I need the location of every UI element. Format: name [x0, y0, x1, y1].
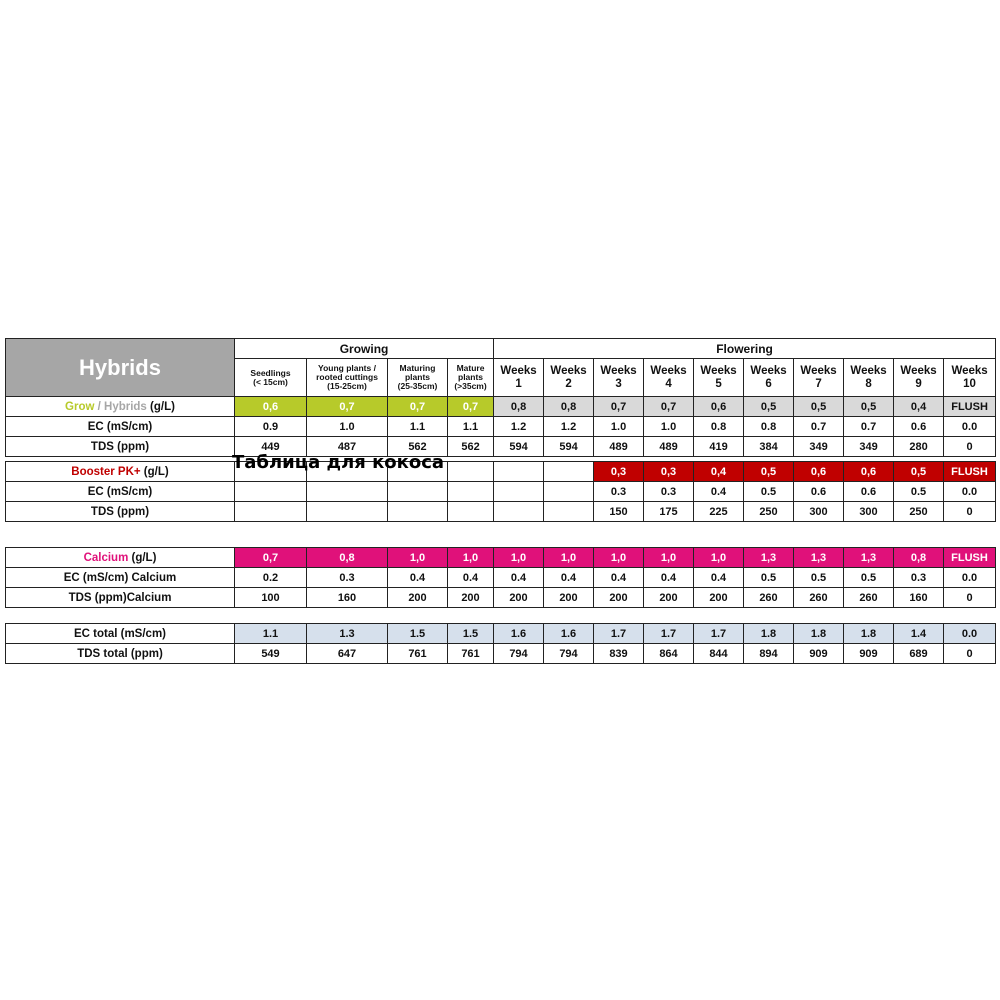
- table-cell: 0: [944, 502, 996, 522]
- table-cell: 0,5: [894, 462, 944, 482]
- table-cell: FLUSH: [944, 397, 996, 417]
- table-cell: 1.1: [235, 624, 307, 644]
- table-cell: 0.2: [235, 568, 307, 588]
- row-label: TDS (ppm): [6, 437, 235, 457]
- table-cell: 0,3: [594, 462, 644, 482]
- calcium-dose-label: Calcium (g/L): [6, 548, 235, 568]
- table-cell: 549: [235, 644, 307, 664]
- table-cell: 1.3: [307, 624, 388, 644]
- table-cell: 0.4: [694, 568, 744, 588]
- table-cell: 0.0: [944, 417, 996, 437]
- table-cell: 864: [644, 644, 694, 664]
- table-cell: 0: [944, 437, 996, 457]
- week-header: [744, 359, 794, 397]
- table-cell: [307, 482, 388, 502]
- stage-detail: (< 15cm): [253, 376, 288, 387]
- table-cell: 0.4: [388, 568, 448, 588]
- week-number: 9: [915, 377, 922, 390]
- table-cell: 0,4: [894, 397, 944, 417]
- table-cell: 0: [944, 644, 996, 664]
- table-cell: 487: [307, 437, 388, 457]
- week-word: Weeks: [951, 364, 988, 377]
- week-header: [794, 359, 844, 397]
- table-cell: 260: [744, 588, 794, 608]
- overlay-caption: Таблица для кокоса: [232, 452, 445, 473]
- table-cell: 844: [694, 644, 744, 664]
- week-header: [594, 359, 644, 397]
- table-cell: 0,3: [644, 462, 694, 482]
- week-number: 5: [715, 377, 722, 390]
- table-cell: 1.8: [794, 624, 844, 644]
- week-number: 4: [665, 377, 672, 390]
- row-label: EC (mS/cm) Calcium: [6, 568, 235, 588]
- table-cell: 0.5: [794, 568, 844, 588]
- table-cell: 1.1: [448, 417, 494, 437]
- table-cell: 250: [744, 502, 794, 522]
- row-label: TDS total (ppm): [6, 644, 235, 664]
- table-cell: 1,0: [494, 548, 544, 568]
- table-cell: 594: [494, 437, 544, 457]
- booster-name: Booster PK+: [71, 465, 141, 478]
- table-cell: [494, 462, 544, 482]
- table-cell: 1.7: [594, 624, 644, 644]
- table-cell: 894: [744, 644, 794, 664]
- week-word: Weeks: [700, 364, 737, 377]
- table-cell: [448, 482, 494, 502]
- table-cell: 1.8: [744, 624, 794, 644]
- table-cell: [494, 482, 544, 502]
- table-cell: 1,3: [844, 548, 894, 568]
- table-cell: [544, 462, 594, 482]
- table-cell: 0,5: [744, 462, 794, 482]
- table-cell: 0.6: [794, 482, 844, 502]
- table-cell: 0,8: [494, 397, 544, 417]
- table-cell: [388, 502, 448, 522]
- row-label: TDS (ppm): [6, 502, 235, 522]
- table-cell: 839: [594, 644, 644, 664]
- table-cell: [307, 502, 388, 522]
- table-cell: 489: [594, 437, 644, 457]
- table-cell: 300: [794, 502, 844, 522]
- header-table: [5, 338, 996, 457]
- week-header: [944, 359, 996, 397]
- week-word: Weeks: [650, 364, 687, 377]
- table-cell: 0.8: [744, 417, 794, 437]
- stage-name: Mature plants: [456, 363, 485, 382]
- table-cell: 200: [544, 588, 594, 608]
- week-header: [844, 359, 894, 397]
- table-cell: 1,0: [644, 548, 694, 568]
- table-cell: 594: [544, 437, 594, 457]
- table-cell: 689: [894, 644, 944, 664]
- table-cell: 0.0: [944, 482, 996, 502]
- table-cell: 761: [388, 644, 448, 664]
- base-dose-label: Grow / Hybrids (g/L): [6, 397, 235, 417]
- table-cell: [235, 502, 307, 522]
- table-cell: FLUSH: [944, 462, 996, 482]
- week-word: Weeks: [600, 364, 637, 377]
- table-cell: 647: [307, 644, 388, 664]
- table-cell: [544, 482, 594, 502]
- totals-table: [5, 623, 996, 664]
- booster-table: [5, 461, 996, 522]
- row-label: EC total (mS/cm): [6, 624, 235, 644]
- table-cell: 0,4: [694, 462, 744, 482]
- table-cell: 0.3: [894, 568, 944, 588]
- table-cell: 250: [894, 502, 944, 522]
- table-cell: 0.3: [594, 482, 644, 502]
- table-cell: 1.2: [494, 417, 544, 437]
- table-cell: 100: [235, 588, 307, 608]
- table-cell: 0.4: [594, 568, 644, 588]
- week-header: [644, 359, 694, 397]
- table-cell: 0,6: [794, 462, 844, 482]
- table-cell: 0.4: [448, 568, 494, 588]
- table-cell: 200: [388, 588, 448, 608]
- table-cell: [448, 462, 494, 482]
- stage-header: [235, 359, 307, 397]
- row-label: EC (mS/cm): [6, 482, 235, 502]
- table-cell: 260: [794, 588, 844, 608]
- table-cell: 761: [448, 644, 494, 664]
- table-cell: 1.7: [694, 624, 744, 644]
- calcium-name: Calcium: [83, 551, 129, 564]
- table-cell: 449: [235, 437, 307, 457]
- table-cell: 562: [388, 437, 448, 457]
- table-cell: [494, 502, 544, 522]
- week-word: Weeks: [800, 364, 837, 377]
- week-header: [694, 359, 744, 397]
- table-cell: 0.4: [644, 568, 694, 588]
- table-cell: 1.6: [494, 624, 544, 644]
- week-header: [894, 359, 944, 397]
- table-cell: 0.3: [644, 482, 694, 502]
- table-cell: 562: [448, 437, 494, 457]
- table-cell: 200: [448, 588, 494, 608]
- table-cell: 160: [307, 588, 388, 608]
- week-number: 10: [963, 377, 976, 390]
- table-cell: 1.6: [544, 624, 594, 644]
- week-word: Weeks: [900, 364, 937, 377]
- week-number: 1: [515, 377, 522, 390]
- table-cell: 150: [594, 502, 644, 522]
- table-cell: 0.7: [794, 417, 844, 437]
- table-cell: 160: [894, 588, 944, 608]
- table-cell: 0,7: [594, 397, 644, 417]
- stage-name: Maturing plants: [399, 363, 436, 382]
- table-cell: 0.9: [235, 417, 307, 437]
- table-cell: [544, 502, 594, 522]
- week-header: [544, 359, 594, 397]
- table-cell: 0,5: [794, 397, 844, 417]
- week-word: Weeks: [500, 364, 537, 377]
- table-cell: 1,0: [544, 548, 594, 568]
- table-cell: 200: [594, 588, 644, 608]
- table-cell: 200: [494, 588, 544, 608]
- table-cell: FLUSH: [944, 548, 996, 568]
- table-cell: 0,8: [894, 548, 944, 568]
- table-cell: 0.0: [944, 568, 996, 588]
- table-cell: 0,7: [235, 548, 307, 568]
- table-cell: 0,5: [844, 397, 894, 417]
- calcium-table: [5, 547, 996, 608]
- table-cell: 200: [644, 588, 694, 608]
- week-number: 3: [615, 377, 622, 390]
- table-cell: 175: [644, 502, 694, 522]
- table-cell: 489: [644, 437, 694, 457]
- growing-phase-header: Growing: [235, 339, 494, 359]
- table-cell: 300: [844, 502, 894, 522]
- table-cell: 0.4: [494, 568, 544, 588]
- stage-detail: (15-25cm): [327, 381, 367, 391]
- week-header: [494, 359, 544, 397]
- table-cell: 0.4: [694, 482, 744, 502]
- table-cell: 1.0: [644, 417, 694, 437]
- table-cell: [448, 502, 494, 522]
- table-cell: 1,0: [388, 548, 448, 568]
- table-cell: 0.7: [844, 417, 894, 437]
- stage-header: [388, 359, 448, 397]
- table-cell: 349: [844, 437, 894, 457]
- table-cell: [388, 482, 448, 502]
- stage-detail: (25-35cm): [397, 381, 438, 391]
- stage-detail: (>35cm): [454, 381, 487, 391]
- table-title: Hybrids: [6, 339, 235, 397]
- table-cell: 384: [744, 437, 794, 457]
- table-cell: 1,0: [694, 548, 744, 568]
- table-cell: 1.0: [307, 417, 388, 437]
- table-cell: 0.4: [544, 568, 594, 588]
- table-cell: 794: [494, 644, 544, 664]
- table-cell: 0,7: [307, 397, 388, 417]
- week-number: 7: [815, 377, 822, 390]
- week-number: 8: [865, 377, 872, 390]
- row-label: EC (mS/cm): [6, 417, 235, 437]
- table-cell: 0.5: [744, 568, 794, 588]
- table-cell: 0,6: [844, 462, 894, 482]
- table-cell: 1.2: [544, 417, 594, 437]
- table-cell: 794: [544, 644, 594, 664]
- table-cell: 0,7: [388, 397, 448, 417]
- week-word: Weeks: [550, 364, 587, 377]
- row-label: TDS (ppm)Calcium: [6, 588, 235, 608]
- table-cell: 0: [944, 588, 996, 608]
- table-cell: 260: [844, 588, 894, 608]
- table-cell: 0.5: [894, 482, 944, 502]
- table-cell: 0.5: [844, 568, 894, 588]
- table-cell: 349: [794, 437, 844, 457]
- table-cell: 0,7: [644, 397, 694, 417]
- table-cell: 0,8: [307, 548, 388, 568]
- table-cell: 0,7: [448, 397, 494, 417]
- table-cell: 0,5: [744, 397, 794, 417]
- table-cell: 1.4: [894, 624, 944, 644]
- table-cell: 200: [694, 588, 744, 608]
- table-cell: 1,3: [794, 548, 844, 568]
- stage-name: Seedlings: [250, 367, 291, 378]
- table-cell: 225: [694, 502, 744, 522]
- table-cell: 1.8: [844, 624, 894, 644]
- table-cell: 419: [694, 437, 744, 457]
- table-cell: 0,6: [694, 397, 744, 417]
- table-cell: 1.7: [644, 624, 694, 644]
- week-word: Weeks: [850, 364, 887, 377]
- table-cell: 1,0: [448, 548, 494, 568]
- table-cell: 0.8: [694, 417, 744, 437]
- table-cell: 1.5: [448, 624, 494, 644]
- week-number: 2: [565, 377, 572, 390]
- table-cell: 0.3: [307, 568, 388, 588]
- grow-label: Grow: [65, 400, 95, 413]
- table-cell: 0.5: [744, 482, 794, 502]
- stage-header: [448, 359, 494, 397]
- table-cell: 0,6: [235, 397, 307, 417]
- stage-header: [307, 359, 388, 397]
- table-cell: 1.5: [388, 624, 448, 644]
- table-cell: 1,0: [594, 548, 644, 568]
- table-cell: 0,8: [544, 397, 594, 417]
- week-word: Weeks: [750, 364, 787, 377]
- week-number: 6: [765, 377, 772, 390]
- table-cell: 0.0: [944, 624, 996, 644]
- stage-name: Young plants / rooted cuttings: [316, 363, 378, 382]
- table-cell: 1.0: [594, 417, 644, 437]
- table-cell: 909: [794, 644, 844, 664]
- table-cell: 1,3: [744, 548, 794, 568]
- hybrids-label: Hybrids: [104, 400, 147, 413]
- table-cell: 280: [894, 437, 944, 457]
- table-cell: [235, 482, 307, 502]
- table-cell: 0.6: [844, 482, 894, 502]
- flowering-phase-header: Flowering: [494, 339, 996, 359]
- table-cell: 1.1: [388, 417, 448, 437]
- booster-dose-label: Booster PK+ (g/L): [6, 462, 235, 482]
- table-cell: 909: [844, 644, 894, 664]
- table-cell: 0.6: [894, 417, 944, 437]
